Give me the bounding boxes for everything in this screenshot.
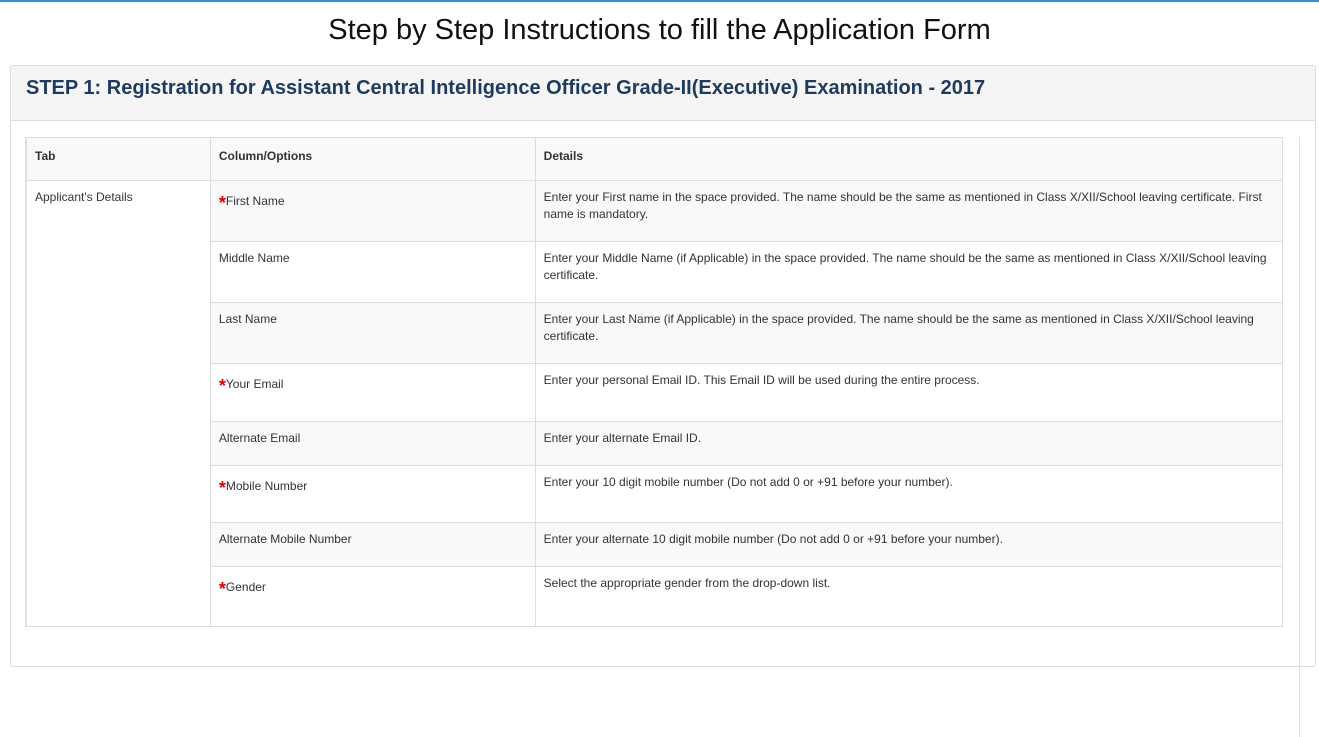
details-cell: Enter your personal Email ID. This Email ID will be used during the entire process. [535,364,1282,422]
details-cell: Enter your alternate 10 digit mobile number (Do not add 0 or +91 before your number). [535,523,1282,567]
required-marker: * [218,376,226,396]
table-row [27,422,1283,466]
option-label: Alternate Email [218,431,301,445]
instructions-table [26,137,1283,627]
table-row [27,303,1283,364]
table-body [27,181,1283,627]
table-row [27,242,1283,303]
option-label: Alternate Mobile Number [218,532,352,546]
option-cell [210,523,535,567]
step-heading: STEP 1: Registration for Assistant Central Intelligence Officer Grade-II(Executive) Examination - 2017 [26,77,986,99]
details-cell: Enter your Middle Name (if Applicable) in the space provided. The name should be the same as mentioned in Class X/XII/School leaving certificate. [535,242,1282,303]
details-cell: Enter your alternate Email ID. [535,422,1282,466]
required-marker: * [218,478,226,498]
table-frame-left [25,137,26,627]
option-cell [210,422,535,466]
option-cell [210,303,535,364]
option-cell [210,466,535,523]
table-row [27,523,1283,567]
table-row [27,364,1283,422]
option-label: Your Email [225,377,284,391]
option-label: Gender [225,580,266,594]
table-frame-right [1299,137,1300,737]
table-header-row [27,138,1283,181]
option-label: Last Name [218,312,277,326]
instructions-table-wrap [26,137,1300,627]
option-cell [210,242,535,303]
details-cell: Enter your Last Name (if Applicable) in the space provided. The name should be the same as mentioned in Class X/XII/School leaving certificate. [535,303,1282,364]
page-title: Step by Step Instructions to fill the Application Form [328,14,991,46]
panel-heading [11,66,1315,121]
required-marker: * [218,579,226,599]
table-row [27,567,1283,627]
required-marker: * [218,193,226,213]
option-label: First Name [225,194,285,208]
details-cell: Enter your 10 digit mobile number (Do not add 0 or +91 before your number). [535,466,1282,523]
table-row [27,466,1283,523]
option-cell [210,181,535,242]
details-cell: Select the appropriate gender from the drop-down list. [535,567,1282,627]
header-details: Details [535,138,1282,181]
option-label: Mobile Number [225,479,308,493]
header-column-options: Column/Options [210,138,535,181]
option-cell [210,567,535,627]
top-accent-line [0,0,1319,2]
option-label: Middle Name [218,251,290,265]
option-cell [210,364,535,422]
header-tab: Tab [27,138,211,181]
details-cell: Enter your First name in the space provided. The name should be the same as mentioned in Class X/XII/School leaving certificate. First name is mandatory. [535,181,1282,242]
table-row [27,181,1283,242]
tab-cell-applicants-details: Applicant's Details [27,181,211,627]
